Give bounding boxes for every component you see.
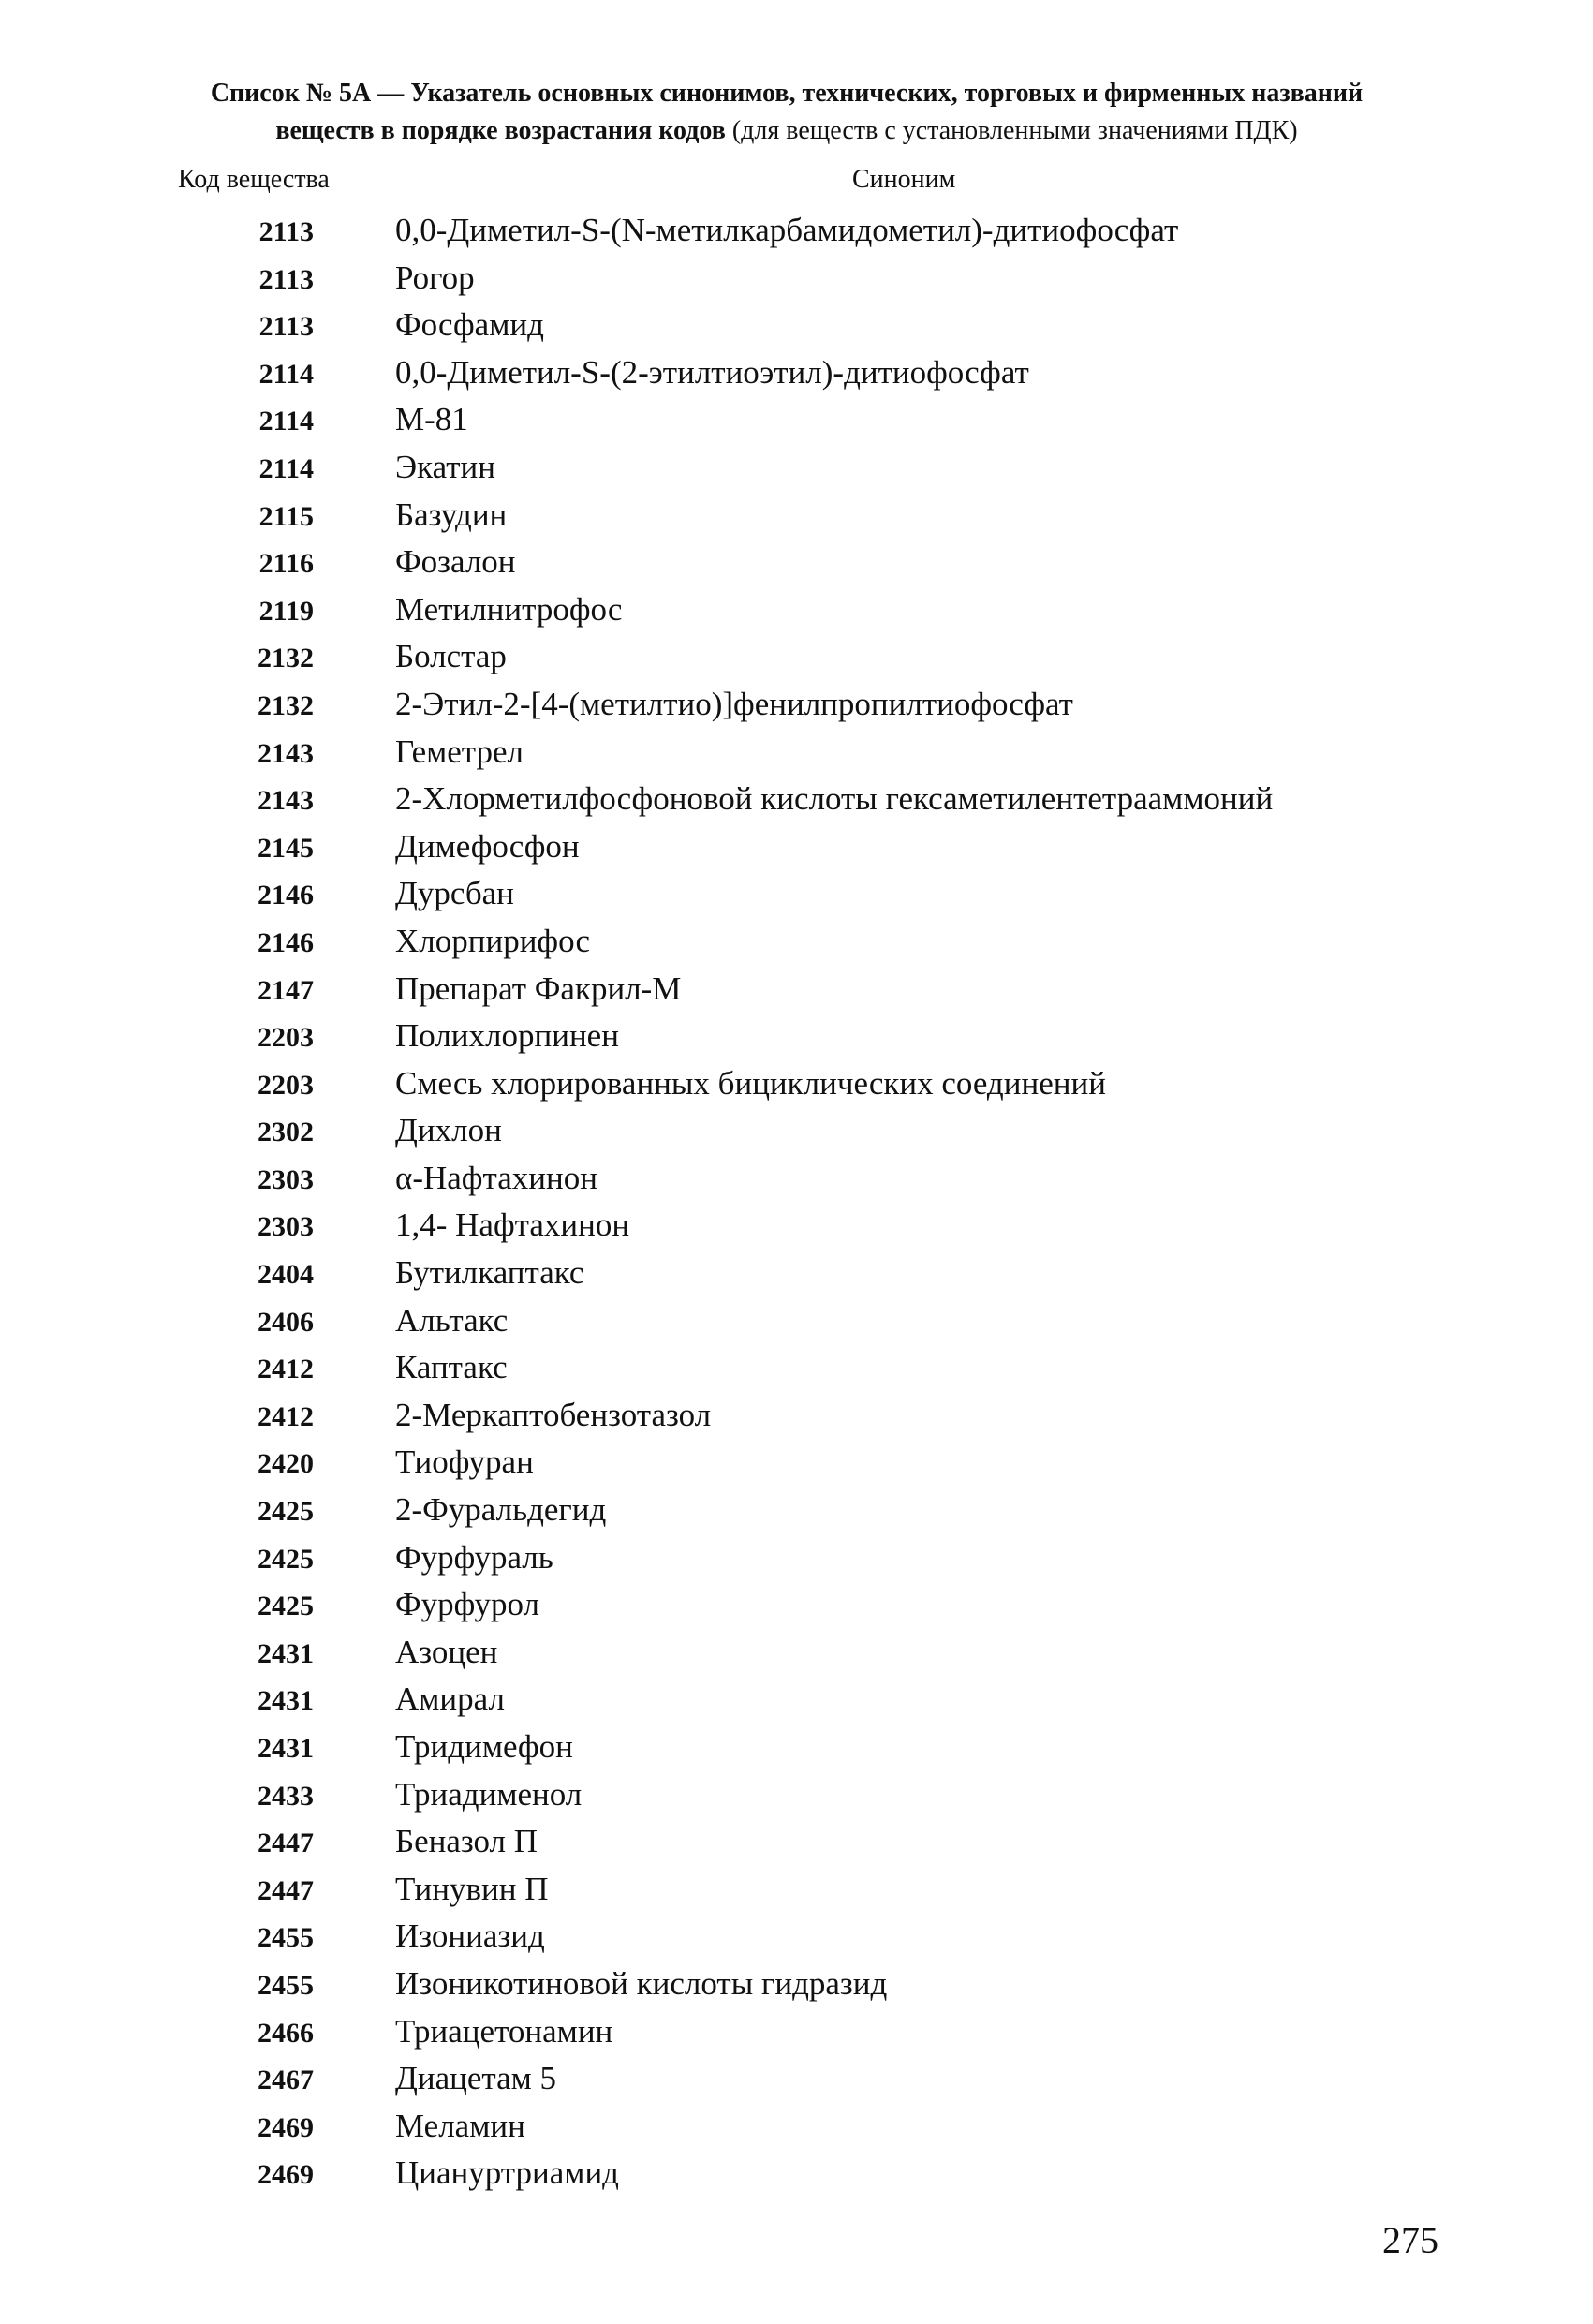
synonym-name: Азоцен — [395, 1633, 498, 1670]
table-row — [0, 1061, 1593, 1109]
synonym-name: Тиофуран — [395, 1443, 534, 1481]
substance-code: 2447 — [258, 1874, 314, 1906]
table-row — [0, 1724, 1593, 1772]
table-row — [0, 1488, 1593, 1535]
synonym-name: Диацетам 5 — [395, 2060, 557, 2097]
substance-code: 2113 — [258, 311, 314, 343]
substance-code: 2420 — [258, 1448, 314, 1480]
table-row — [0, 1677, 1593, 1724]
substance-code: 2431 — [258, 1637, 314, 1669]
table-row — [0, 1108, 1593, 1156]
synonym-name: Препарат Факрил-М — [395, 970, 682, 1007]
synonym-name: Амирал — [395, 1680, 505, 1718]
synonym-name: Димефосфон — [395, 827, 580, 865]
table-row — [0, 493, 1593, 540]
table-row — [0, 1156, 1593, 1204]
substance-code: 2412 — [258, 1400, 314, 1432]
substance-code: 2114 — [258, 406, 314, 437]
table-row — [0, 445, 1593, 493]
list-heading — [150, 75, 1423, 150]
substance-code: 2132 — [258, 689, 314, 721]
table-row — [0, 1914, 1593, 1961]
table-row — [0, 967, 1593, 1014]
synonym-name: Каптакс — [395, 1349, 508, 1386]
synonym-name: Полихлорпинен — [395, 1017, 619, 1055]
synonym-name: Хлорпирифос — [395, 922, 591, 959]
table-row — [0, 256, 1593, 303]
substance-code: 2114 — [258, 358, 314, 390]
table-row — [0, 871, 1593, 919]
substance-code: 2147 — [258, 974, 314, 1006]
synonym-name: Изониазид — [395, 1917, 545, 1955]
substance-code: 2143 — [258, 737, 314, 769]
substance-code: 2116 — [258, 548, 314, 580]
substance-code: 2113 — [258, 263, 314, 295]
synonym-table — [0, 208, 1593, 2198]
table-row — [0, 540, 1593, 587]
table-row — [0, 2104, 1593, 2152]
heading-line-2-normal: (для веществ с установленными значениями ПДК) — [725, 116, 1298, 145]
table-row — [0, 1440, 1593, 1488]
table-row — [0, 1867, 1593, 1915]
synonym-name: Дурсбан — [395, 875, 514, 912]
table-row — [0, 682, 1593, 730]
substance-code: 2303 — [258, 1211, 314, 1243]
table-row — [0, 1014, 1593, 1061]
table-row — [0, 1345, 1593, 1393]
table-row — [0, 303, 1593, 350]
synonym-name: Фурфураль — [395, 1538, 553, 1576]
synonym-name: Триацетонамин — [395, 2012, 613, 2050]
synonym-name: Тридимефон — [395, 1728, 573, 1765]
synonym-name: Альтакс — [395, 1301, 509, 1339]
table-row — [0, 397, 1593, 445]
synonym-name: Дихлон — [395, 1112, 502, 1149]
table-row — [0, 1961, 1593, 2009]
table-row — [0, 919, 1593, 967]
substance-code: 2431 — [258, 1685, 314, 1717]
synonym-name: Базудин — [395, 496, 508, 533]
table-row — [0, 350, 1593, 398]
heading-line-2-bold: веществ в порядке возрастания кодов — [275, 116, 726, 145]
substance-code: 2431 — [258, 1733, 314, 1764]
synonym-name: М-81 — [395, 401, 468, 438]
substance-code: 2469 — [258, 2159, 314, 2191]
substance-code: 2425 — [258, 1543, 314, 1575]
synonym-name: Болстар — [395, 638, 507, 675]
substance-code: 2203 — [258, 1069, 314, 1101]
synonym-name: Циануртриамид — [395, 2154, 619, 2192]
table-row — [0, 1251, 1593, 1298]
substance-code: 2143 — [258, 785, 314, 817]
table-row — [0, 1203, 1593, 1251]
substance-code: 2455 — [258, 1922, 314, 1954]
table-row — [0, 1393, 1593, 1441]
substance-code: 2119 — [258, 595, 314, 627]
synonym-name: Фурфурол — [395, 1586, 539, 1623]
table-row — [0, 824, 1593, 872]
table-row — [0, 2151, 1593, 2198]
synonym-name: 0,0-Диметил-S-(N-метилкарбамидометил)-дитиофосфат — [395, 212, 1179, 248]
page-number: 275 — [1382, 2219, 1438, 2261]
synonym-name: 2-Меркаптобензотазол — [395, 1396, 712, 1433]
synonym-name: Фосфамид — [395, 306, 544, 344]
table-row — [0, 1582, 1593, 1630]
table-row — [0, 1535, 1593, 1583]
heading-line-2 — [150, 112, 1423, 150]
synonym-name: 2-Фуральдегид — [395, 1491, 607, 1529]
synonym-name: Тинувин П — [395, 1870, 549, 1907]
substance-code: 2425 — [258, 1591, 314, 1622]
substance-code: 2113 — [258, 216, 314, 247]
table-row — [0, 634, 1593, 682]
synonym-name: Фозалон — [395, 543, 516, 581]
substance-code: 2404 — [258, 1259, 314, 1291]
table-row — [0, 1298, 1593, 1346]
substance-code: 2406 — [258, 1306, 314, 1338]
synonym-name: Рогор — [395, 259, 475, 296]
synonym-name: Меламин — [395, 2107, 525, 2144]
synonym-name: Метилнитрофос — [395, 590, 623, 628]
synonym-name: 2-Хлорметилфосфоновой кислоты гексаметилентетрааммоний — [395, 780, 1274, 818]
substance-code: 2466 — [258, 2017, 314, 2049]
synonym-name: Триадименол — [395, 1775, 583, 1813]
synonym-name: Бутилкаптакс — [395, 1254, 584, 1292]
synonym-name: Беназол П — [395, 1823, 538, 1860]
substance-code: 2447 — [258, 1828, 314, 1859]
synonym-name: 0,0-Диметил-S-(2-этилтиоэтил)-дитиофосфат — [395, 353, 1029, 391]
table-row — [0, 1630, 1593, 1678]
synonym-name: Геметрел — [395, 733, 524, 770]
substance-code: 2146 — [258, 880, 314, 911]
table-row — [0, 587, 1593, 635]
synonym-name: 2-Этил-2-[4-(метилтио)]фенилпропилтиофосфат — [395, 685, 1073, 722]
substance-code: 2412 — [258, 1354, 314, 1385]
table-row — [0, 1772, 1593, 1820]
substance-code: 2469 — [258, 2111, 314, 2143]
synonym-name: α-Нафтахинон — [395, 1159, 597, 1196]
substance-code: 2425 — [258, 1496, 314, 1528]
synonym-name: Изоникотиновой кислоты гидразид — [395, 1964, 888, 2002]
table-row — [0, 2009, 1593, 2057]
table-row — [0, 777, 1593, 824]
table-row — [0, 1819, 1593, 1867]
substance-code: 2114 — [258, 452, 314, 484]
table-row — [0, 730, 1593, 777]
substance-code: 2145 — [258, 832, 314, 864]
heading-line-1: Список № 5А — Указатель основных синонимов, технических, торговых и фирменных названий — [210, 79, 1364, 108]
substance-code: 2132 — [258, 643, 314, 674]
synonym-name: Смесь хлорированных бициклических соединений — [395, 1064, 1106, 1102]
table-row — [0, 208, 1593, 256]
column-header-code: Код вещества — [178, 165, 330, 194]
substance-code: 2467 — [258, 2065, 314, 2096]
table-row — [0, 2056, 1593, 2104]
synonym-name: 1,4- Нафтахинон — [395, 1206, 630, 1244]
substance-code: 2302 — [258, 1117, 314, 1148]
column-header-synonym: Синоним — [852, 165, 956, 194]
substance-code: 2433 — [258, 1780, 314, 1812]
substance-code: 2303 — [258, 1163, 314, 1195]
synonym-name: Экатин — [395, 448, 495, 485]
substance-code: 2115 — [258, 500, 314, 532]
substance-code: 2455 — [258, 1969, 314, 2001]
substance-code: 2203 — [258, 1022, 314, 1054]
substance-code: 2146 — [258, 926, 314, 958]
